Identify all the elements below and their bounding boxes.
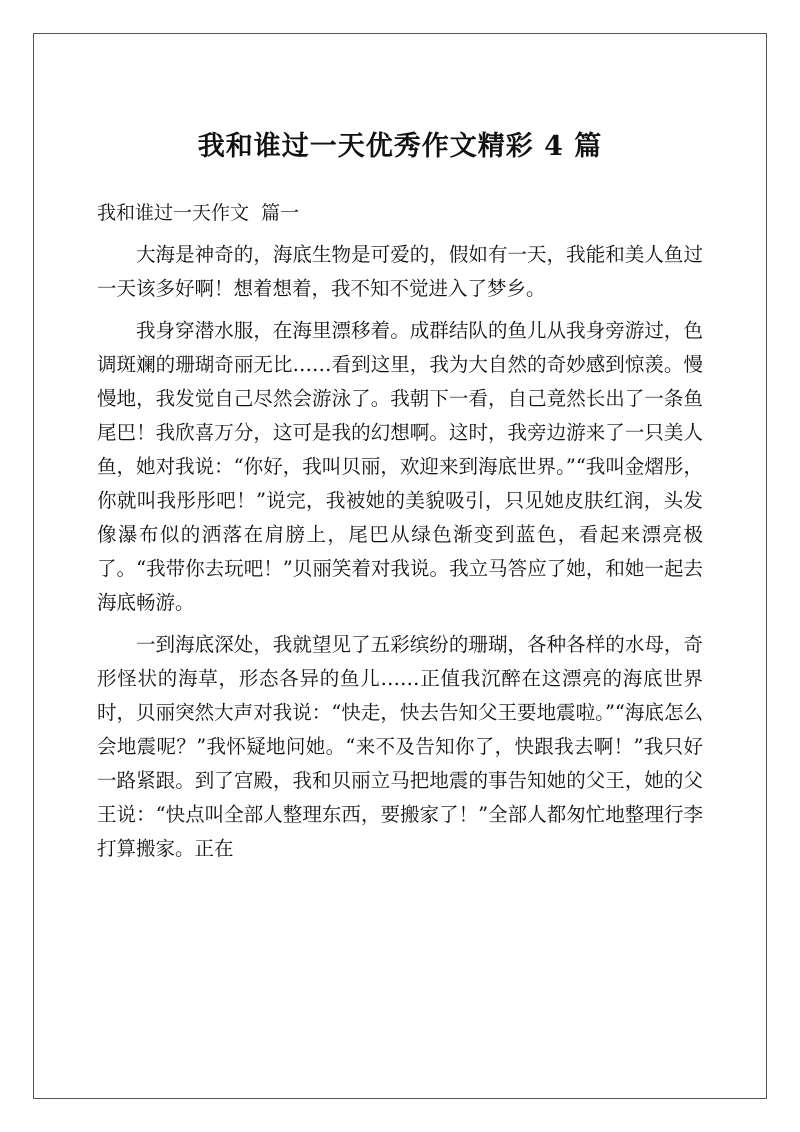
document-title: 我和谁过一天优秀作文精彩 4 篇 xyxy=(197,131,603,162)
essay-body xyxy=(97,238,703,874)
paragraph-2: 我身穿潜水服，在海里漂移着。成群结队的鱼儿从我身旁游过，色调斑斓的珊瑚奇丽无比……看到这里，我为大自然的奇妙感到惊羡。慢慢地，我发觉自己尽然会游泳了。我朝下一看，自己竟然长出了一条鱼尾巴！我欣喜万分，这可是我的幻想啊。这时，我旁边游来了一只美人鱼，她对我说：“你好，我叫贝丽，欢迎来到海底世界。”“我叫金熠彤，你就叫我彤彤吧！”说完，我被她的美貌吸引，只见她皮肤红润，头发像瀑布似的洒落在肩膀上，尾巴从绿色渐变到蓝色，看起来漂亮极了。“我带你去玩吧！”贝丽笑着对我说。我立马答应了她，和她一起去海底畅游。 xyxy=(97,319,703,614)
paragraph-3: 一到海底深处，我就望见了五彩缤纷的珊瑚，各种各样的水母，奇形怪状的海草，形态各异的鱼儿……正值我沉醉在这漂亮的海底世界时，贝丽突然大声对我说：“快走，快去告知父王要地震啦。”“海底怎么会地震呢？”我怀疑地问她。“来不及告知你了，快跟我去啊！”我只好一路紧跟。到了宫殿，我和贝丽立马把地震的事告知她的父王，她的父王说：“快点叫全部人整理东西，要搬家了！”全部人都匆忙地整理行李打算搬家。正在 xyxy=(97,633,703,860)
paragraph-1: 大海是神奇的，海底生物是可爱的，假如有一天，我能和美人鱼过一天该多好啊！想着想着，我不知不觉进入了梦乡。 xyxy=(97,243,703,300)
section-heading: 我和谁过一天作文 篇一 xyxy=(97,202,300,224)
